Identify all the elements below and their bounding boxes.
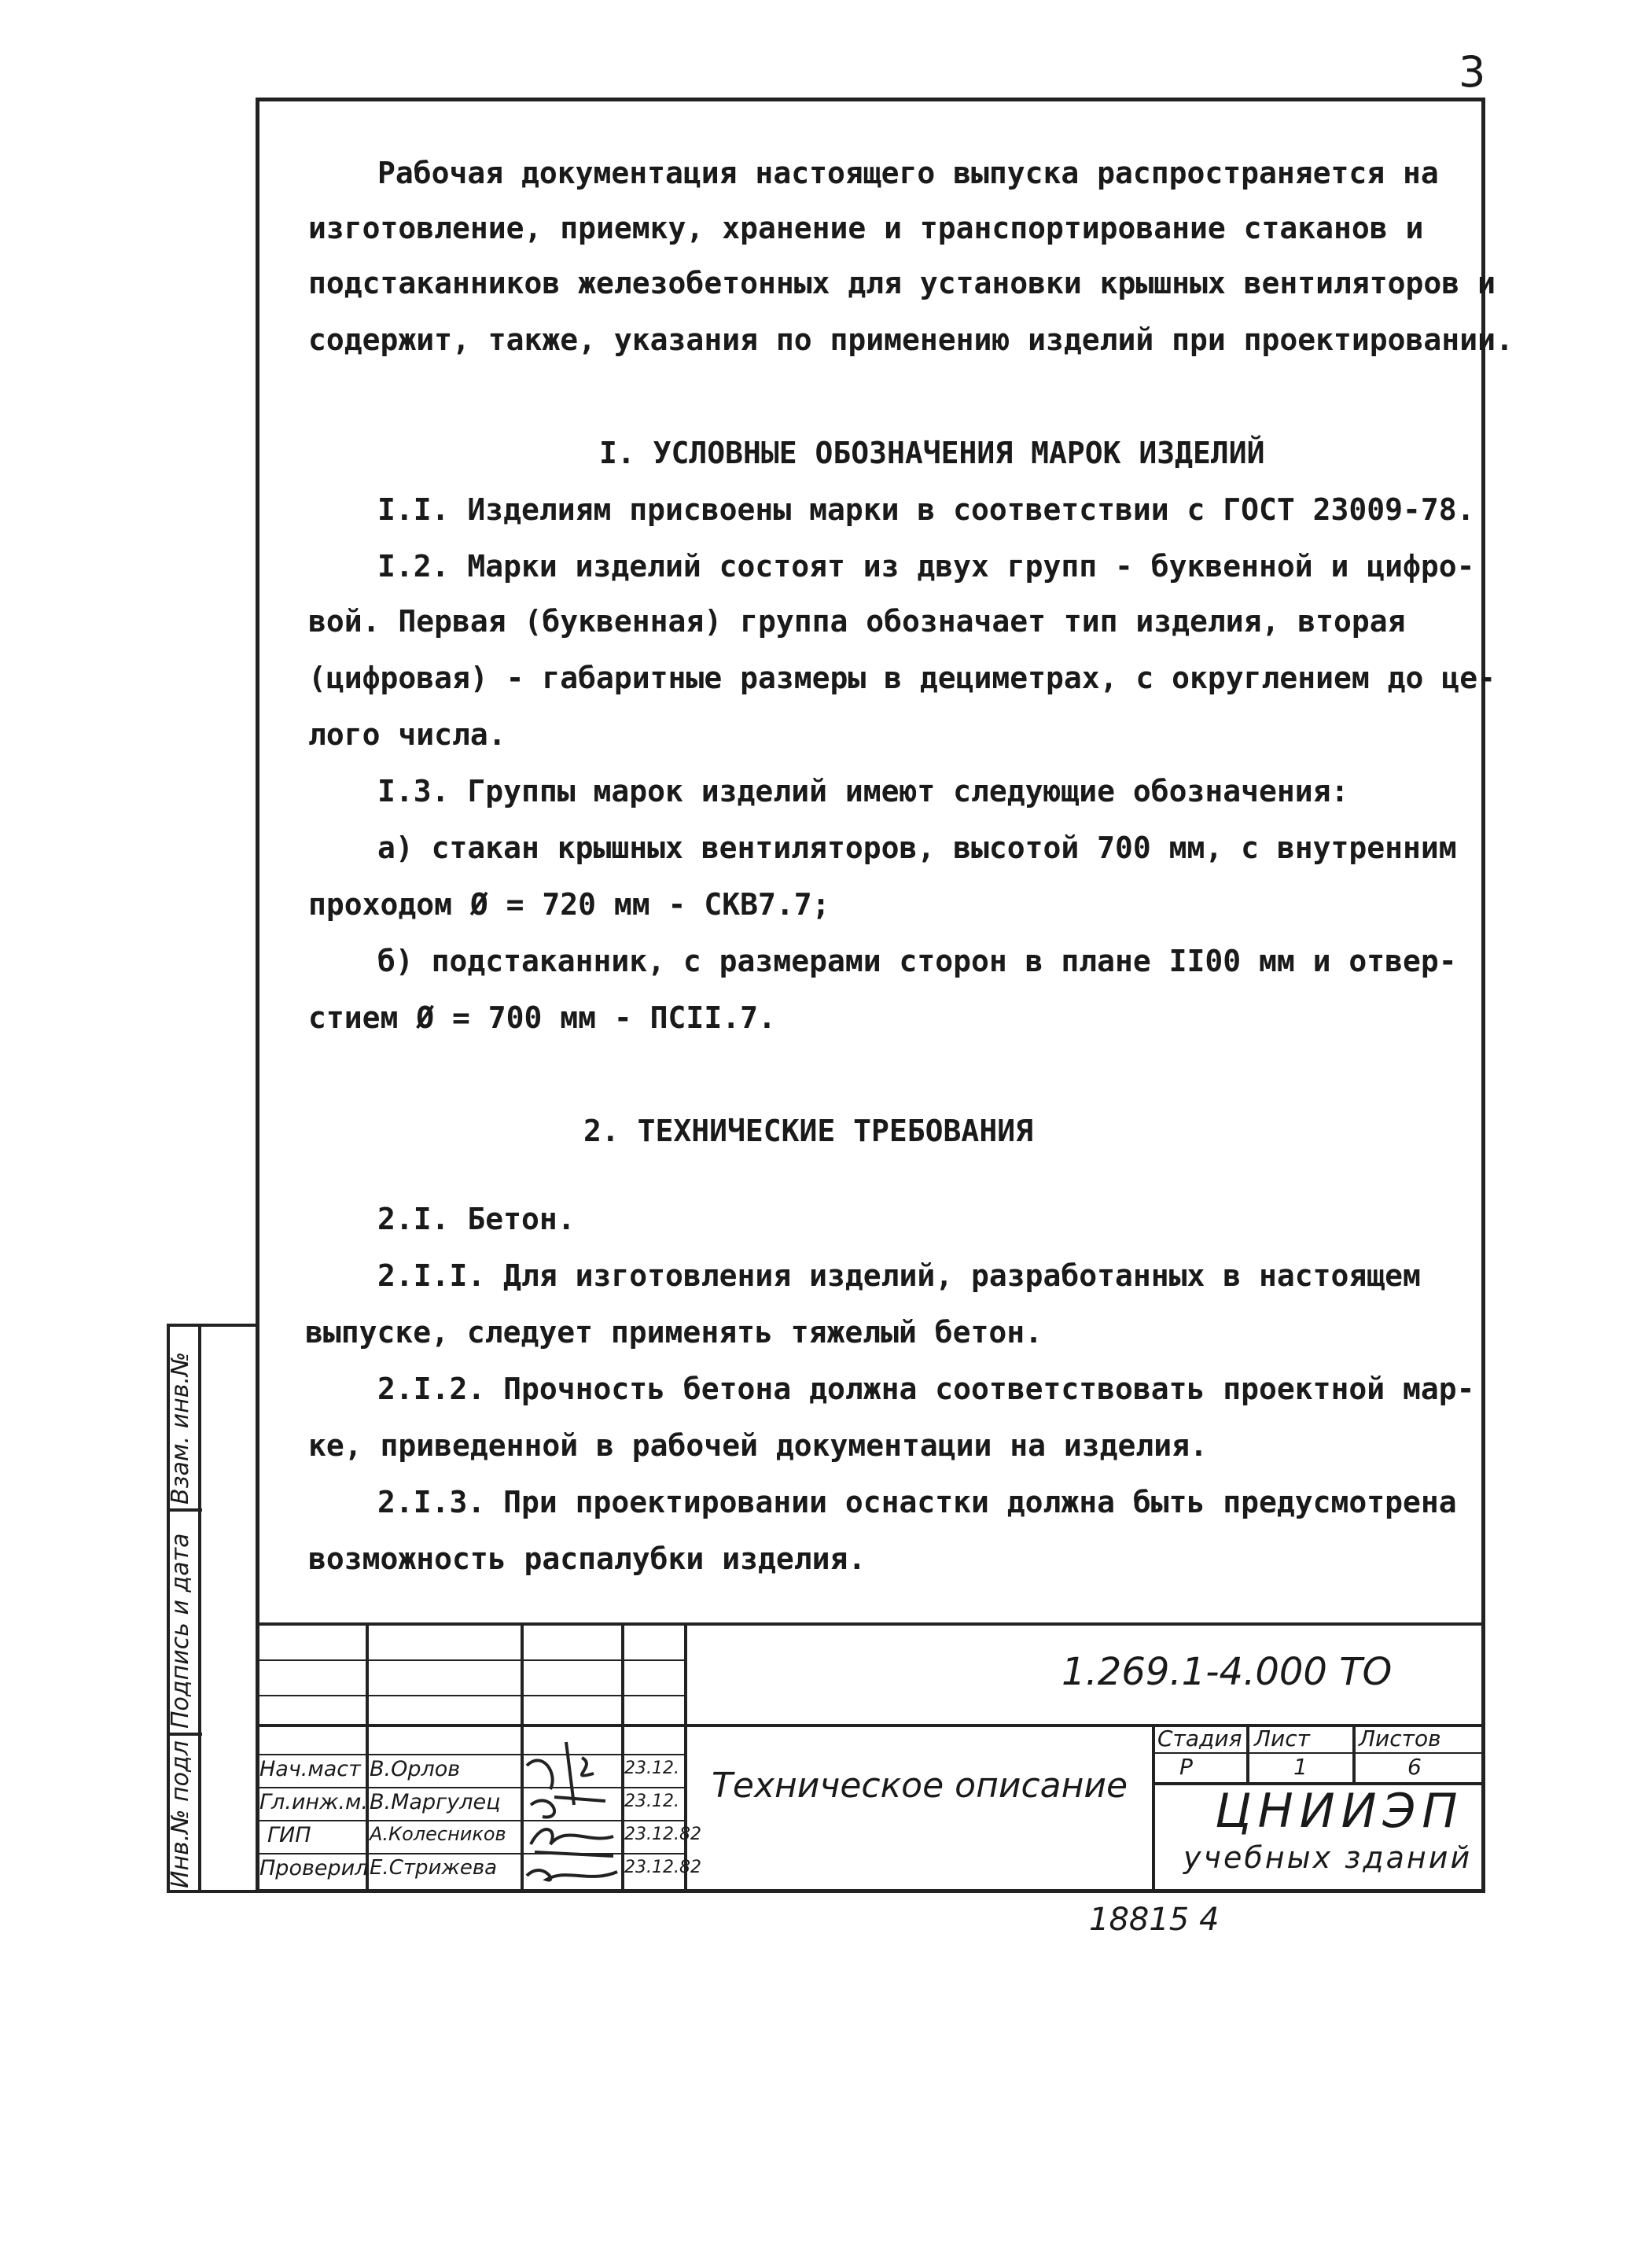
text-line: 2.I.2. Прочность бетона должна соответствовать проектной мар-	[377, 1372, 1475, 1406]
side-strip-top	[167, 1324, 256, 1327]
org-subtitle: учебных зданий	[1183, 1840, 1473, 1875]
side-strip	[167, 1324, 256, 1893]
sheets-value: 6	[1407, 1754, 1422, 1780]
person-name: В.Орлов	[370, 1757, 461, 1781]
page-number: 3	[1459, 47, 1486, 97]
text-line: выпуске, следует применять тяжелый бетон.	[305, 1315, 1043, 1350]
text-line: вой. Первая (буквенная) группа обозначает тип изделия, вторая	[308, 604, 1406, 639]
text-line: Рабочая документация настоящего выпуска распространяется на	[377, 156, 1439, 190]
text-line: I.I. Изделиям присвоены марки в соответствии с ГОСТ 23009-78.	[377, 492, 1475, 527]
text-line: содержит, также, указания по применению изделий при проектировании.	[308, 322, 1514, 357]
section-heading-1: I. УСЛОВНЫЕ ОБОЗНАЧЕНИЯ МАРОК ИЗДЕЛИЙ	[599, 436, 1265, 470]
side-label-inv-replace: Взам. инв.№	[167, 1351, 194, 1505]
text-line: б) подстаканник, с размерами сторон в плане II00 мм и отвер-	[377, 944, 1457, 978]
org-name: ЦНИИЭП	[1215, 1784, 1464, 1839]
sign-date: 23.12.82	[624, 1858, 701, 1877]
text-line: подстаканников железобетонных для установки крышных вентиляторов и	[308, 266, 1496, 300]
sign-date: 23.12.	[624, 1792, 679, 1811]
section-heading-2: 2. ТЕХНИЧЕСКИЕ ТРЕБОВАНИЯ	[583, 1114, 1033, 1148]
text-line: проходом Ø = 720 мм - СКВ7.7;	[308, 887, 830, 922]
text-line: возможность распалубки изделия.	[308, 1541, 866, 1576]
doc-title: Техническое описание	[712, 1766, 1128, 1806]
text-line: ке, приведенной в рабочей документации на изделия.	[308, 1428, 1208, 1463]
sign-date: 23.12.	[624, 1759, 679, 1778]
role-label: ГИП	[267, 1823, 311, 1847]
stage-value: Р	[1179, 1754, 1193, 1780]
footer-number: 18815 4	[1089, 1902, 1220, 1938]
role-label: Нач.маст	[259, 1757, 361, 1781]
text-line: 2.I.3. При проектировании оснастки должна быть предусмотрена	[377, 1485, 1457, 1519]
text-line: I.2. Марки изделий состоят из двух групп - буквенной и цифро-	[377, 549, 1475, 584]
sheets-header: Листов	[1359, 1725, 1441, 1751]
stage-header: Стадия	[1157, 1725, 1242, 1751]
text-line: лого числа.	[308, 717, 506, 752]
side-strip-row-1	[167, 1508, 202, 1512]
side-strip-row-2	[167, 1733, 202, 1736]
side-label-inv-original: Инв.№ подл	[167, 1740, 194, 1888]
sheet-header: Лист	[1254, 1725, 1310, 1751]
text-line: а) стакан крышных вентиляторов, высотой 700 мм, с внутренним	[377, 831, 1457, 865]
role-label: Гл.инж.м.	[259, 1790, 368, 1814]
person-name: Е.Стрижева	[370, 1856, 498, 1880]
text-line: (цифровая) - габаритные размеры в дециметрах, с округлением до це-	[308, 661, 1496, 695]
page-frame	[256, 98, 1485, 1893]
person-name: В.Маргулец	[370, 1790, 501, 1814]
person-name: А.Колесников	[370, 1823, 506, 1845]
sheet-value: 1	[1293, 1754, 1308, 1780]
role-label: Проверил	[259, 1856, 369, 1880]
text-line: I.3. Группы марок изделий имеют следующие обозначения:	[377, 774, 1349, 808]
side-strip-divider	[198, 1324, 201, 1893]
side-strip-bottom	[167, 1890, 256, 1893]
side-label-signature-date: Подпись и дата	[167, 1533, 194, 1729]
text-line: 2.I.I. Для изготовления изделий, разработанных в настоящем	[377, 1258, 1421, 1293]
sign-date: 23.12.82	[624, 1825, 701, 1844]
text-line: стием Ø = 700 мм - ПСII.7.	[308, 1000, 776, 1035]
doc-code: 1.269.1-4.000 ТО	[1061, 1650, 1393, 1694]
text-line: изготовление, приемку, хранение и транспортирование стаканов и	[308, 211, 1424, 245]
text-line: 2.I. Бетон.	[377, 1202, 576, 1236]
